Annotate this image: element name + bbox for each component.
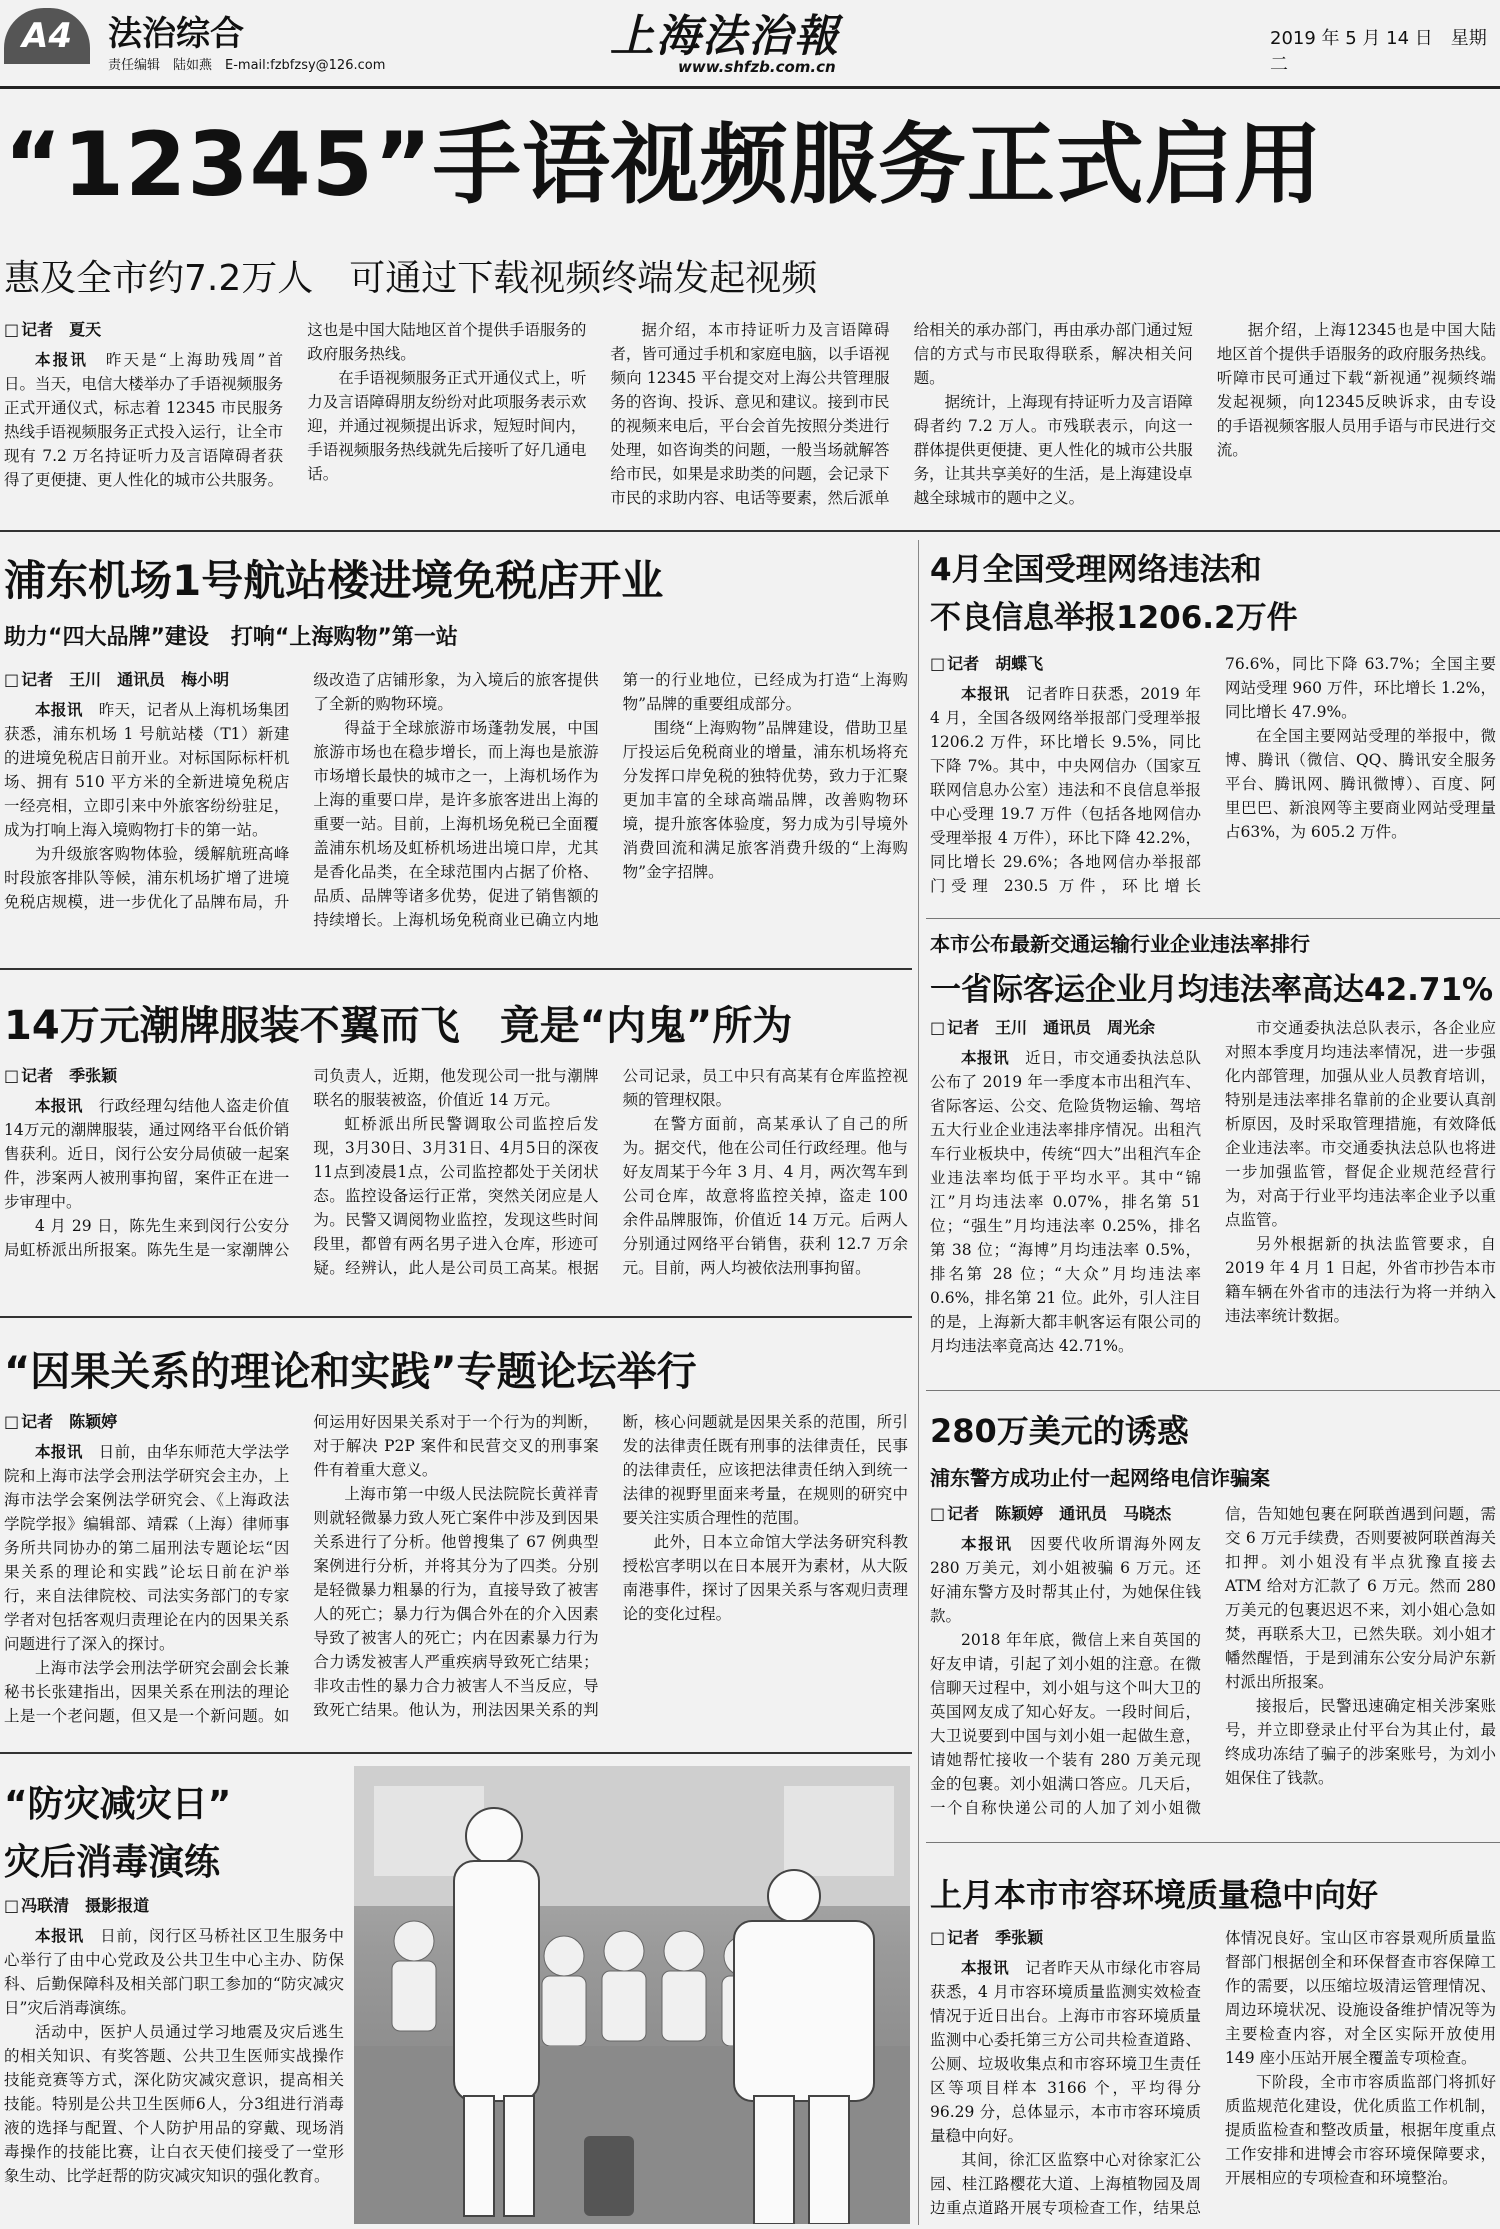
lead-article-body: □ 记者 夏天 本报讯 昨天是“上海助残周”首日。当天，电信大楼举办了手语视频服务正式开通仪式，标志着 12345 市民服务热线手语视频服务正式投入运行，让全市现有 7.2 万名持证听力及言语障碍者获得了更便捷、更人性化的城市公共服务。这也是中国大陆地区首个提供手语服务的政府服务热线。 在手语视频服务正式开通仪式上，听力及言语障碍朋友纷纷对此项服务表示欢迎，并通过视频提出诉求，短短时间内，手语视频服务热线就先后接听了好几通电话。 据介绍，本市持证听力及言语障碍者，皆可通过手机和家庭电脑，以手语视频向 12345 平台提交对上海公共管理服务的咨询、投诉、意见和建议。接到市民的视频来电后，平台会首先按照分类进行处理，如咨询类的问题，一般当场就解答给市民，如果是求助类的问题，会记录下市民的求助内容、电话等要素，然后派单给相关的承办部门，再由承办部门通过短信的方式与市民取得联系，解决相关问题。 据统计，上海现有持证听力及言语障碍者约 7.2 万人。市残联表示，向这一群体提供更便捷、更人性化的城市公共服务，让其共享美好的生活，是上海建设卓越全球城市的题中之义。 据介绍，上海12345也是中国大陆地区首个提供手语服务的政府服务热线。听障市民可通过下载“新视通”视频终端发起视频，向12345反映诉求，由专设的手语视频客服人员用手语与市民进行交流。 bbox=[4, 318, 1496, 518]
issue-date: 2019 年 5 月 14 日 星期二 bbox=[1270, 28, 1487, 75]
section-title: 法治综合 bbox=[108, 14, 244, 54]
headline: 280万美元的诱惑 bbox=[930, 1412, 1189, 1450]
byline: □ 记者 夏天 bbox=[4, 318, 283, 342]
headline-line2: 不良信息举报1206.2万件 bbox=[930, 600, 1298, 636]
byline: □ 记者 陈颖婷 通讯员 马晓杰 bbox=[930, 1502, 1201, 1526]
article-body: □ 记者 陈颖婷 本报讯 日前，由华东师范大学法学院和上海市法学会刑法学研究会主办，上海市法学会案例法学研究会、《上海政法学院学报》编辑部、靖霖（上海）律师事务所共同协办的第二届刑法专题论坛“因果关系的理论和实践”论坛日前在沪举行，来自法律院校、司法实务部门的专家学者对包括客观归责理论在内的因果关系问题进行了深入的探讨。 上海市法学会刑法学研究会副会长兼秘书长张建指出，因果关系在刑法的理论上是一个老问题，但又是一个新问题。如何运用好因果关系对于一个行为的判断，对于解决 P2P 案件和民营交叉的刑事案件有着重大意义。 上海市第一中级人民法院院长黄祥青则就轻微暴力致人死亡案件中涉及到因果关系进行了分析。他曾搜集了 67 例典型案例进行分析，并将其分为了四类。分别是轻微暴力粗暴的行为，直接导致了被害人的死亡；暴力行为偶合外在的介入因素导致了被害人的死亡；内在因素暴力行为合力诱发被害人严重疾病导致死亡结果；非攻击性的暴力合力被害人不当反应，导致死亡结果。他认为，刑法因果关系的判断，核心问题就是因果关系的范围，所引发的法律责任既有刑事的法律责任，民事的法律责任，应该把法律责任纳入到统一法律的视野里面来考量，在规则的研究中要关注实质合理性的范围。 此外，日本立命馆大学法务研究科教授松宫孝明以在日本展开为素材，从大阪南港事件，探讨了因果关系与客观归责理论的变化过程。 bbox=[4, 1410, 908, 1740]
lead-subhead: 惠及全市约7.2万人 可通过下载视频终端发起视频 bbox=[4, 258, 818, 299]
article-body: □ 记者 陈颖婷 通讯员 马晓杰 本报讯 因要代收所谓海外网友 280 万美元，刘小姐被骗 6 万元。还好浦东警方及时帮其止付，为她保住钱款。 2018 年年底，微信上来自英国的好友申请，引起了刘小姐的注意。在微信聊天过程中，刘小姐与这个叫大卫的英国网友成了知心好友。一段时间后，大卫说要到中国与刘小姐一起做生意，请她帮忙接收一个装有 280 万美元现金的包裹。刘小姐满口答应。几天后，一个自称快递公司的人加了刘小姐微信，告知她包裹在阿联酋遇到问题，需交 6 万元手续费，否则要被阿联酋海关扣押。刘小姐没有半点犹豫直接去 ATM 给对方汇款了 6 万元。然而 280 万美元的包裹迟迟不来，刘小姐心急如焚，再联系大卫，已然失联。刘小姐才幡然醒悟，于是到浦东公安分局沪东新村派出所报案。 接报后，民警迅速确定相关涉案账号，并立即登录止付平台为其止付，最终成功冻结了骗子的涉案账号，为刘小姐保住了钱款。 bbox=[930, 1502, 1496, 1832]
divider bbox=[0, 1752, 912, 1754]
divider bbox=[0, 530, 1500, 532]
headline: 一省际客运企业月均违法率高达42.71% bbox=[930, 972, 1494, 1008]
masthead bbox=[0, 0, 1500, 96]
kicker: 本市公布最新交通运输行业企业违法率排行 bbox=[930, 932, 1310, 956]
headline: 上月本市市容环境质量稳中向好 bbox=[930, 1876, 1379, 1914]
divider bbox=[926, 918, 1500, 919]
byline: □ 冯联清 摄影报道 bbox=[4, 1894, 344, 1918]
subhead: 助力“四大品牌”建设 打响“上海购物”第一站 bbox=[4, 625, 458, 650]
editor-line: 责任编辑 陆如燕 E-mail:fzbfzsy@126.com bbox=[108, 58, 386, 73]
headline: 浦东机场1号航站楼进境免税店开业 bbox=[4, 556, 664, 605]
subhead: 浦东警方成功止付一起网络电信诈骗案 bbox=[930, 1466, 1270, 1490]
divider bbox=[926, 1842, 1500, 1843]
news-photo bbox=[354, 1766, 910, 2224]
byline: □ 记者 王川 通讯员 梅小明 bbox=[4, 668, 289, 692]
photo-scene bbox=[354, 1766, 910, 2224]
byline: □ 记者 季张颖 bbox=[4, 1064, 289, 1088]
lead-headline: “12345”手语视频服务正式启用 bbox=[4, 113, 1323, 216]
masthead-rule bbox=[0, 86, 1500, 89]
byline: □ 记者 陈颖婷 bbox=[4, 1410, 289, 1434]
divider bbox=[0, 968, 912, 970]
page-number-badge: A4 bbox=[4, 8, 90, 64]
article-body: □ 冯联清 摄影报道 本报讯 日前，闵行区马桥社区卫生服务中心举行了由中心党政及公共卫生中心主办、防保科、后勤保障科及相关部门职工参加的“防灾减灾日”灾后消毒演练。 活动中，医护人员通过学习地震及灾后逃生的相关知识、有奖答题、公共卫生医师实战操作技能竞赛等方式，深化防灾减灾意识，提高相关技能。特别是公共卫生医师6人，分3组进行消毒液的选择与配置、个人防护用品的穿戴、现场消毒操作的技能比赛，让白衣天使们接受了一堂形象生动、比学赶帮的防灾减灾知识的强化教育。 bbox=[4, 1894, 344, 2226]
article-body: □ 记者 胡蝶飞 本报讯 记者昨日获悉，2019 年 4 月，全国各级网络举报部门受理举报 1206.2 万件，环比增长 9.5%，同比下降 7%。其中，中央网信办（国家互联网信息办公室）违法和不良信息举报中心受理 19.7 万件（包括各地网信办受理举报 4 万件），环比下降 42.2%，同比增长 29.6%；各地网信办举报部门受理 230.5 万件，环比增长 76.6%，同比下降 63.7%；全国主要网站受理 960 万件，环比增长 1.2%，同比增长 47.9%。 在全国主要网站受理的举报中，微博、腾讯（微信、QQ、腾讯安全服务平台、腾讯网、腾讯微博）、百度、阿里巴巴、新浪网等主要商业网站受理量占63%，为 605.2 万件。 bbox=[930, 652, 1496, 912]
headline: 14万元潮牌服装不翼而飞 竟是“内鬼”所为 bbox=[4, 1003, 793, 1049]
article-body: □ 记者 季张颖 本报讯 记者昨天从市绿化市容局获悉，4 月市容环境质量监测实效检查情况于近日出台。上海市市容环境质量监测中心委托第三方公司共检查道路、公厕、垃圾收集点和市容环境卫生责任区等项目样本 3166 个，平均得分 96.29 分，总体显示，本市市容环境质量稳中向好。 其间，徐汇区监察中心对徐家汇公园、桂江路樱花大道、上海植物园及周边重点道路开展专项检查工作，结果总体情况良好。宝山区市容景观所质量监督部门根据创全和环保督查市容保障工作的需要，以压缩垃圾清运管理情况、周边环境状况、设施设备维护情况等为主要检查内容，对全区实际开放使用 149 座小压站开展全覆盖专项检查。 下阶段，全市市容质监部门将抓好质监规范化建设，优化质监工作机制，提质监检查和整改质量，根据年度重点工作安排和进博会市容环境保障要求，开展相应的专项检查和环境整治。 bbox=[930, 1926, 1496, 2226]
byline: □ 记者 王川 通讯员 周光余 bbox=[930, 1016, 1201, 1040]
website: www.shfzb.com.cn bbox=[678, 58, 836, 76]
headline: “防灾减灾日” bbox=[4, 1784, 232, 1825]
headline: 4月全国受理网络违法和 bbox=[930, 552, 1262, 588]
divider bbox=[926, 1390, 1500, 1391]
byline: □ 记者 胡蝶飞 bbox=[930, 652, 1201, 676]
headline: “因果关系的理论和实践”专题论坛举行 bbox=[4, 1349, 697, 1395]
paper-logo: 上海法治報 bbox=[610, 11, 840, 62]
divider bbox=[0, 1316, 912, 1318]
byline: □ 记者 季张颖 bbox=[930, 1926, 1201, 1950]
column-divider bbox=[918, 540, 919, 2225]
headline-line2: 灾后消毒演练 bbox=[4, 1842, 221, 1883]
article-body: □ 记者 王川 通讯员 梅小明 本报讯 昨天，记者从上海机场集团获悉，浦东机场 1 号航站楼（T1）新建的进境免税店日前开业。对标国际标杆机场、拥有 510 平方米的全新进境免税店一经亮相，立即引来中外旅客纷纷驻足，成为打响上海入境购物打卡的第一站。 为升级旅客购物体验，缓解航班高峰时段旅客排队等候，浦东机场扩增了进境免税店规模，进一步优化了品牌布局，升级改造了店铺形象，为入境后的旅客提供了全新的购物环境。 得益于全球旅游市场蓬勃发展，中国旅游市场也在稳步增长，而上海也是旅游市场增长最快的城市之一，上海机场作为上海的重要口岸，是许多旅客进出上海的重要一站。目前，上海机场免税已全面覆盖浦东机场及虹桥机场进出境口岸，尤其是香化品类，在全球范围内占据了价格、品质、品牌等诸多优势，促进了销售额的持续增长。上海机场免税商业已确立内地第一的行业地位，已经成为打造“上海购物”品牌的重要组成部分。 围绕“上海购物”品牌建设，借助卫星厅投运后免税商业的增量，浦东机场将充分发挥口岸免税的独特优势，致力于汇聚更加丰富的全球高端品牌，改善购物环境，提升旅客体验度，努力成为引导境外消费回流和满足旅客消费升级的“上海购物”金字招牌。 bbox=[4, 668, 908, 958]
article-body: □ 记者 王川 通讯员 周光余 本报讯 近日，市交通委执法总队公布了 2019 年一季度本市出租汽车、省际客运、公交、危险货物运输、驾培五大行业企业违法率排序情况。出租汽车行业板块中，传统“四大”出租汽车企业违法率均低于平均水平。其中“锦江”月均违法率 0.07%，排名第 51 位；“强生”月均违法率 0.25%，排名第 38 位；“海博”月均违法率 0.5%，排名第 28 位；“大众”月均违法率 0.6%，排名第 21 位。此外，引人注目的是，上海新大都丰帆客运有限公司的月均违法率竟高达 42.71%。 市交通委执法总队表示，各企业应对照本季度月均违法率情况，进一步强化内部管理，加强从业人员教育培训，特别是违法率排名靠前的企业要认真剖析原因，及时采取管理措施，有效降低企业违法率。市交通委执法总队也将进一步加强监管，督促企业规范经营行为，对高于行业平均违法率企业予以重点监管。 另外根据新的执法监管要求，自 2019 年 4 月 1 日起，外省市抄告本市籍车辆在外省市的违法行为将一并纳入违法率统计数据。 bbox=[930, 1016, 1496, 1380]
article-body: □ 记者 季张颖 本报讯 行政经理勾结他人盗走价值14万元的潮牌服装，通过网络平台低价销售获利。近日，闵行公安分局侦破一起案件，涉案两人被刑事拘留，案件正在进一步审理中。 4 月 29 日，陈先生来到闵行公安分局虹桥派出所报案。陈先生是一家潮牌公司负责人，近期，他发现公司一批与潮牌联名的服装被盗，价值近 14 万元。 虹桥派出所民警调取公司监控后发现，3月30日、3月31日、4月5日的深夜11点到凌晨1点，公司监控都处于关闭状态。监控设备运行正常，突然关闭应是人为。民警又调阅物业监控，发现这些时间段里，都曾有两名男子进入仓库，形迹可疑。经辨认，此人是公司员工高某。根据公司记录，员工中只有高某有仓库监控视频的管理权限。 在警方面前，高某承认了自己的所为。据交代，他在公司任行政经理。他与好友周某于今年 3 月、4 月，两次驾车到公司仓库，故意将监控关掉，盗走 100 余件品牌服饰，价值近 14 万元。后两人分别通过网络平台销售，获利 12.7 万余元。目前，两人均被依法刑事拘留。 bbox=[4, 1064, 908, 1304]
